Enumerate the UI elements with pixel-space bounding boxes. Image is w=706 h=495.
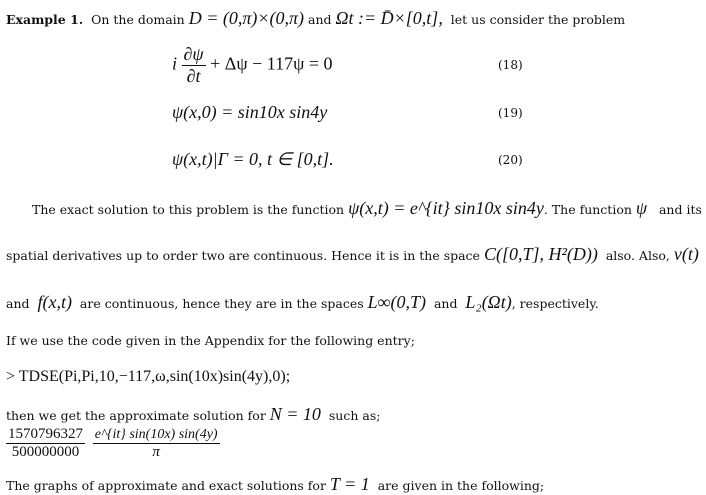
p3-and: and	[6, 296, 30, 311]
equation-18-number: (18)	[498, 58, 523, 72]
equation-19: ψ(x,0) = sin10x sin4y	[172, 102, 328, 122]
paragraph-line-3	[6, 292, 599, 313]
p2-text-a: spatial derivatives up to order two are continuous. Hence it is in the space	[6, 248, 480, 263]
result-num-2: e^{it} sin(10x) sin(4y)	[94, 426, 218, 442]
graphs-line	[6, 474, 544, 495]
graphs-text-b: are given in the following;	[377, 478, 545, 493]
intro-post: let us consider the problem	[450, 12, 626, 27]
code-entry: > TDSE(Pi,Pi,10,−117,ω,sin(10x)sin(4y),0);	[6, 368, 291, 385]
graphs-text-a: The graphs of approximate and exact solutions for	[6, 478, 326, 493]
p1-text-c: and its	[658, 202, 702, 217]
example-label: Example 1.	[6, 12, 84, 27]
domain-expression: D = (0,π)×(0,π)	[188, 8, 305, 28]
paragraph-line-2	[6, 244, 699, 265]
intro-and: and	[308, 12, 332, 27]
result-num-1: 1570796327	[8, 426, 83, 442]
eq18-denominator: ∂t	[186, 66, 201, 86]
result-fraction-1	[6, 426, 85, 461]
p3-linf-expr: L∞(0,T)	[367, 292, 426, 312]
p3-text-b: are continuous, hence they are in the spaces	[79, 296, 364, 311]
result-den-1: 500000000	[11, 444, 80, 460]
result-fraction-2	[93, 427, 220, 461]
approx-intro	[6, 404, 380, 425]
p1-psi: ψ	[635, 198, 648, 218]
approx-n: N = 10	[269, 404, 321, 424]
approx-text-b: such as;	[328, 408, 381, 423]
equation-20: ψ(x,t)|Γ = 0, t ∈ [0,t].	[172, 149, 334, 169]
omega-expression: Ωt := D̄×[0,t],	[335, 8, 443, 28]
graphs-t: T = 1	[329, 474, 370, 494]
example-intro-line	[6, 8, 625, 29]
eq18-fraction	[182, 44, 206, 87]
p3-f-expr: f(x,t)	[37, 292, 72, 312]
approx-text-a: then we get the approximate solution for	[6, 408, 266, 423]
code-line	[6, 368, 290, 386]
equation-20-number: (20)	[498, 153, 523, 167]
result-den-2: π	[152, 443, 160, 460]
eq18-rest: + Δψ − 117ψ = 0	[210, 53, 333, 74]
p2-text-b: also. Also,	[605, 248, 670, 263]
p3-l2-expr: L₂(Ωt)	[465, 292, 512, 312]
equation-19-number: (19)	[498, 106, 523, 120]
p2-space-expr: C([0,T], H²(D))	[483, 244, 598, 264]
p1-text-a: The exact solution to this problem is the function	[32, 202, 345, 217]
eq18-numerator: ∂ψ	[183, 44, 204, 64]
p3-and2: and	[433, 296, 458, 311]
intro-pre: On the domain	[91, 12, 185, 27]
equation-18	[172, 44, 333, 87]
p1-text-b: . The function	[543, 202, 632, 217]
p3-text-c: , respectively.	[511, 296, 599, 311]
code-intro: If we use the code given in the Appendix for the following entry;	[6, 333, 415, 348]
p1-solution-expr: ψ(x,t) = e^{it} sin10x sin4y	[348, 198, 544, 218]
p2-v-expr: v(t)	[673, 244, 699, 264]
result-expression	[6, 426, 220, 461]
eq18-prefix: i	[172, 53, 178, 74]
paragraph-line-1	[32, 198, 702, 219]
